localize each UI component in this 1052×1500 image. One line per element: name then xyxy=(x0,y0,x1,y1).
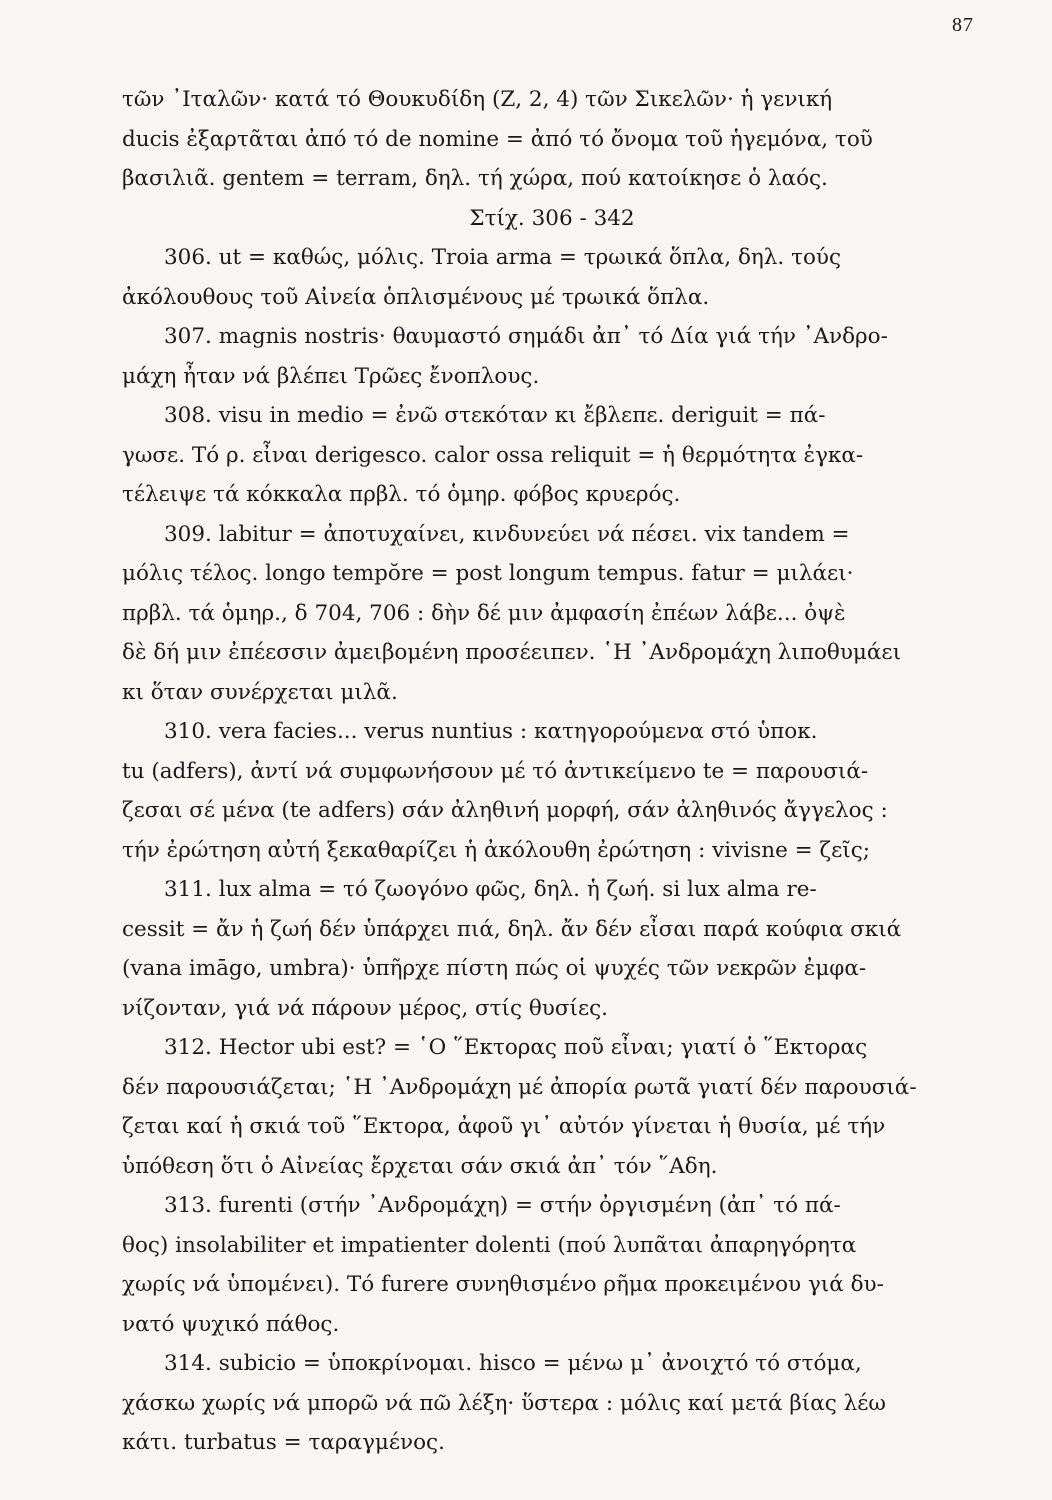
text-line: τῶν ᾿Ιταλῶν· κατά τό Θουκυδίδη (Ζ, 2, 4) τῶν Σικελῶν· ἡ γενική xyxy=(122,87,833,112)
text-line: γωσε. Τό ρ. εἶναι derigesco. calor ossa reliquit = ἡ θερμότητα ἐγκα- xyxy=(122,442,864,468)
text-line: ζεται καί ἡ σκιά τοῦ ῞Εκτορα, ἀφοῦ γι᾿ αὐτόν γίνεται ἡ θυσία, μέ τήν xyxy=(122,1114,886,1139)
text-line: tu (adfers), ἀντί νά συμφωνήσουν μέ τό ἀντικείμενο te = παρουσιά- xyxy=(122,758,869,784)
text-line: δέν παρουσιάζεται; ῾Η ᾿Ανδρομάχη μέ ἀπορία ρωτᾶ γιατί δέν παρουσιά- xyxy=(122,1074,917,1100)
text-line: cessit = ἄν ἡ ζωή δέν ὑπάρχει πιά, δηλ. ἄν δέν εἶσαι παρά κούφια σκιά xyxy=(122,916,902,942)
text-line: πρβλ. τά ὁμηρ., δ 704, 706 : δὴν δέ μιν ἀμφασίη ἐπέων λάβε... ὀψὲ xyxy=(122,600,846,626)
note-309: 309. labitur = ἀποτυχαίνει, κινδυνεύει νά πέσει. vix tandem = xyxy=(164,521,850,547)
text-line: ἀκόλουθους τοῦ Αἰνεία ὁπλισμένους μέ τρωικά ὅπλα. xyxy=(122,284,710,310)
section-heading: Στίχ. 306 - 342 xyxy=(469,205,635,231)
text-line: κάτι. turbatus = ταραγμένος. xyxy=(122,1430,445,1455)
note-313: 313. furenti (στήν ᾿Ανδρομάχη) = στήν ὀργισμένη (ἀπ᾿ τό πά- xyxy=(164,1193,841,1218)
text-line: βασιλιᾶ. gentem = terram, δηλ. τή χώρα, πού κατοίκησε ὁ λαός. xyxy=(122,166,828,191)
text-line: νατό ψυχικό πάθος. xyxy=(122,1311,340,1337)
text-line: δὲ δή μιν ἐπέεσσιν ἀμειβομένη προσέειπεν. ῾Η ᾿Ανδρομάχη λιποθυμάει xyxy=(122,640,901,665)
text-line: χωρίς νά ὑπομένει). Τό furere συνηθισμένο ρῆμα προκειμένου γιά δυ- xyxy=(122,1272,884,1297)
text-line: χάσκω χωρίς νά μπορῶ νά πῶ λέξη· ὕστερα : μόλις καί μετά βίας λέω xyxy=(122,1390,886,1416)
text-line: κι ὅταν συνέρχεται μιλᾶ. xyxy=(122,679,398,705)
note-307: 307. magnis nostris· θαυμαστό σημάδι ἀπ᾿ τό Δία γιά τήν ᾿Ανδρο- xyxy=(164,324,888,349)
text-line: μόλις τέλος. longo tempŏre = post longum tempus. fatur = μιλάει· xyxy=(122,561,854,586)
note-314: 314. subicio = ὑποκρίνομαι. hisco = μένω μ᾿ ἀνοιχτό τό στόμα, xyxy=(164,1351,862,1376)
text-line: τέλειψε τά κόκκαλα πρβλ. τό ὁμηρ. φόβος κρυερός. xyxy=(122,482,681,507)
page-number: 87 xyxy=(952,14,974,36)
text-line: (vana imāgo, umbra)· ὑπῆρχε πίστη πώς οἱ ψυχές τῶν νεκρῶν ἐμφα- xyxy=(122,956,867,981)
text-line: θος) insolabiliter et impatienter dolenti (πού λυπᾶται ἀπαρηγόρητα xyxy=(122,1232,857,1258)
note-306: 306. ut = καθώς, μόλις. Troia arma = τρωικά ὅπλα, δηλ. τούς xyxy=(164,245,842,270)
text-line: ζεσαι σέ μένα (te adfers) σάν ἀληθινή μορφή, σάν ἀληθινός ἄγγελος : xyxy=(122,798,888,823)
commentary-text xyxy=(122,80,982,1463)
text-line: μάχη ἦταν νά βλέπει Τρῶες ἔνοπλους. xyxy=(122,363,540,389)
note-311: 311. lux alma = τό ζωογόνο φῶς, δηλ. ἡ ζωή. si lux alma re- xyxy=(164,877,817,902)
text-line: νίζονταν, γιά νά πάρουν μέρος, στίς θυσίες. xyxy=(122,995,608,1021)
note-308: 308. visu in medio = ἐνῶ στεκόταν κι ἔβλεπε. deriguit = πά- xyxy=(164,403,826,428)
text-line: ὑπόθεση ὅτι ὁ Αἰνείας ἔρχεται σάν σκιά ἀπ᾿ τόν ῞Αδη. xyxy=(122,1153,718,1179)
note-310: 310. vera facies... verus nuntius : κατηγορούμενα στό ὑποκ. xyxy=(164,719,818,744)
text-line: τήν ἐρώτηση αὐτή ξεκαθαρίζει ἡ ἀκόλουθη ἐρώτηση : vivisne = ζεῖς; xyxy=(122,837,870,863)
text-line: ducis ἐξαρτᾶται ἀπό τό de nomine = ἀπό τό ὄνομα τοῦ ἡγεμόνα, τοῦ xyxy=(122,126,873,152)
note-312: 312. Hector ubi est? = ῾Ο ῞Εκτορας ποῦ εἶναι; γιατί ὁ ῞Εκτορας xyxy=(164,1035,868,1060)
